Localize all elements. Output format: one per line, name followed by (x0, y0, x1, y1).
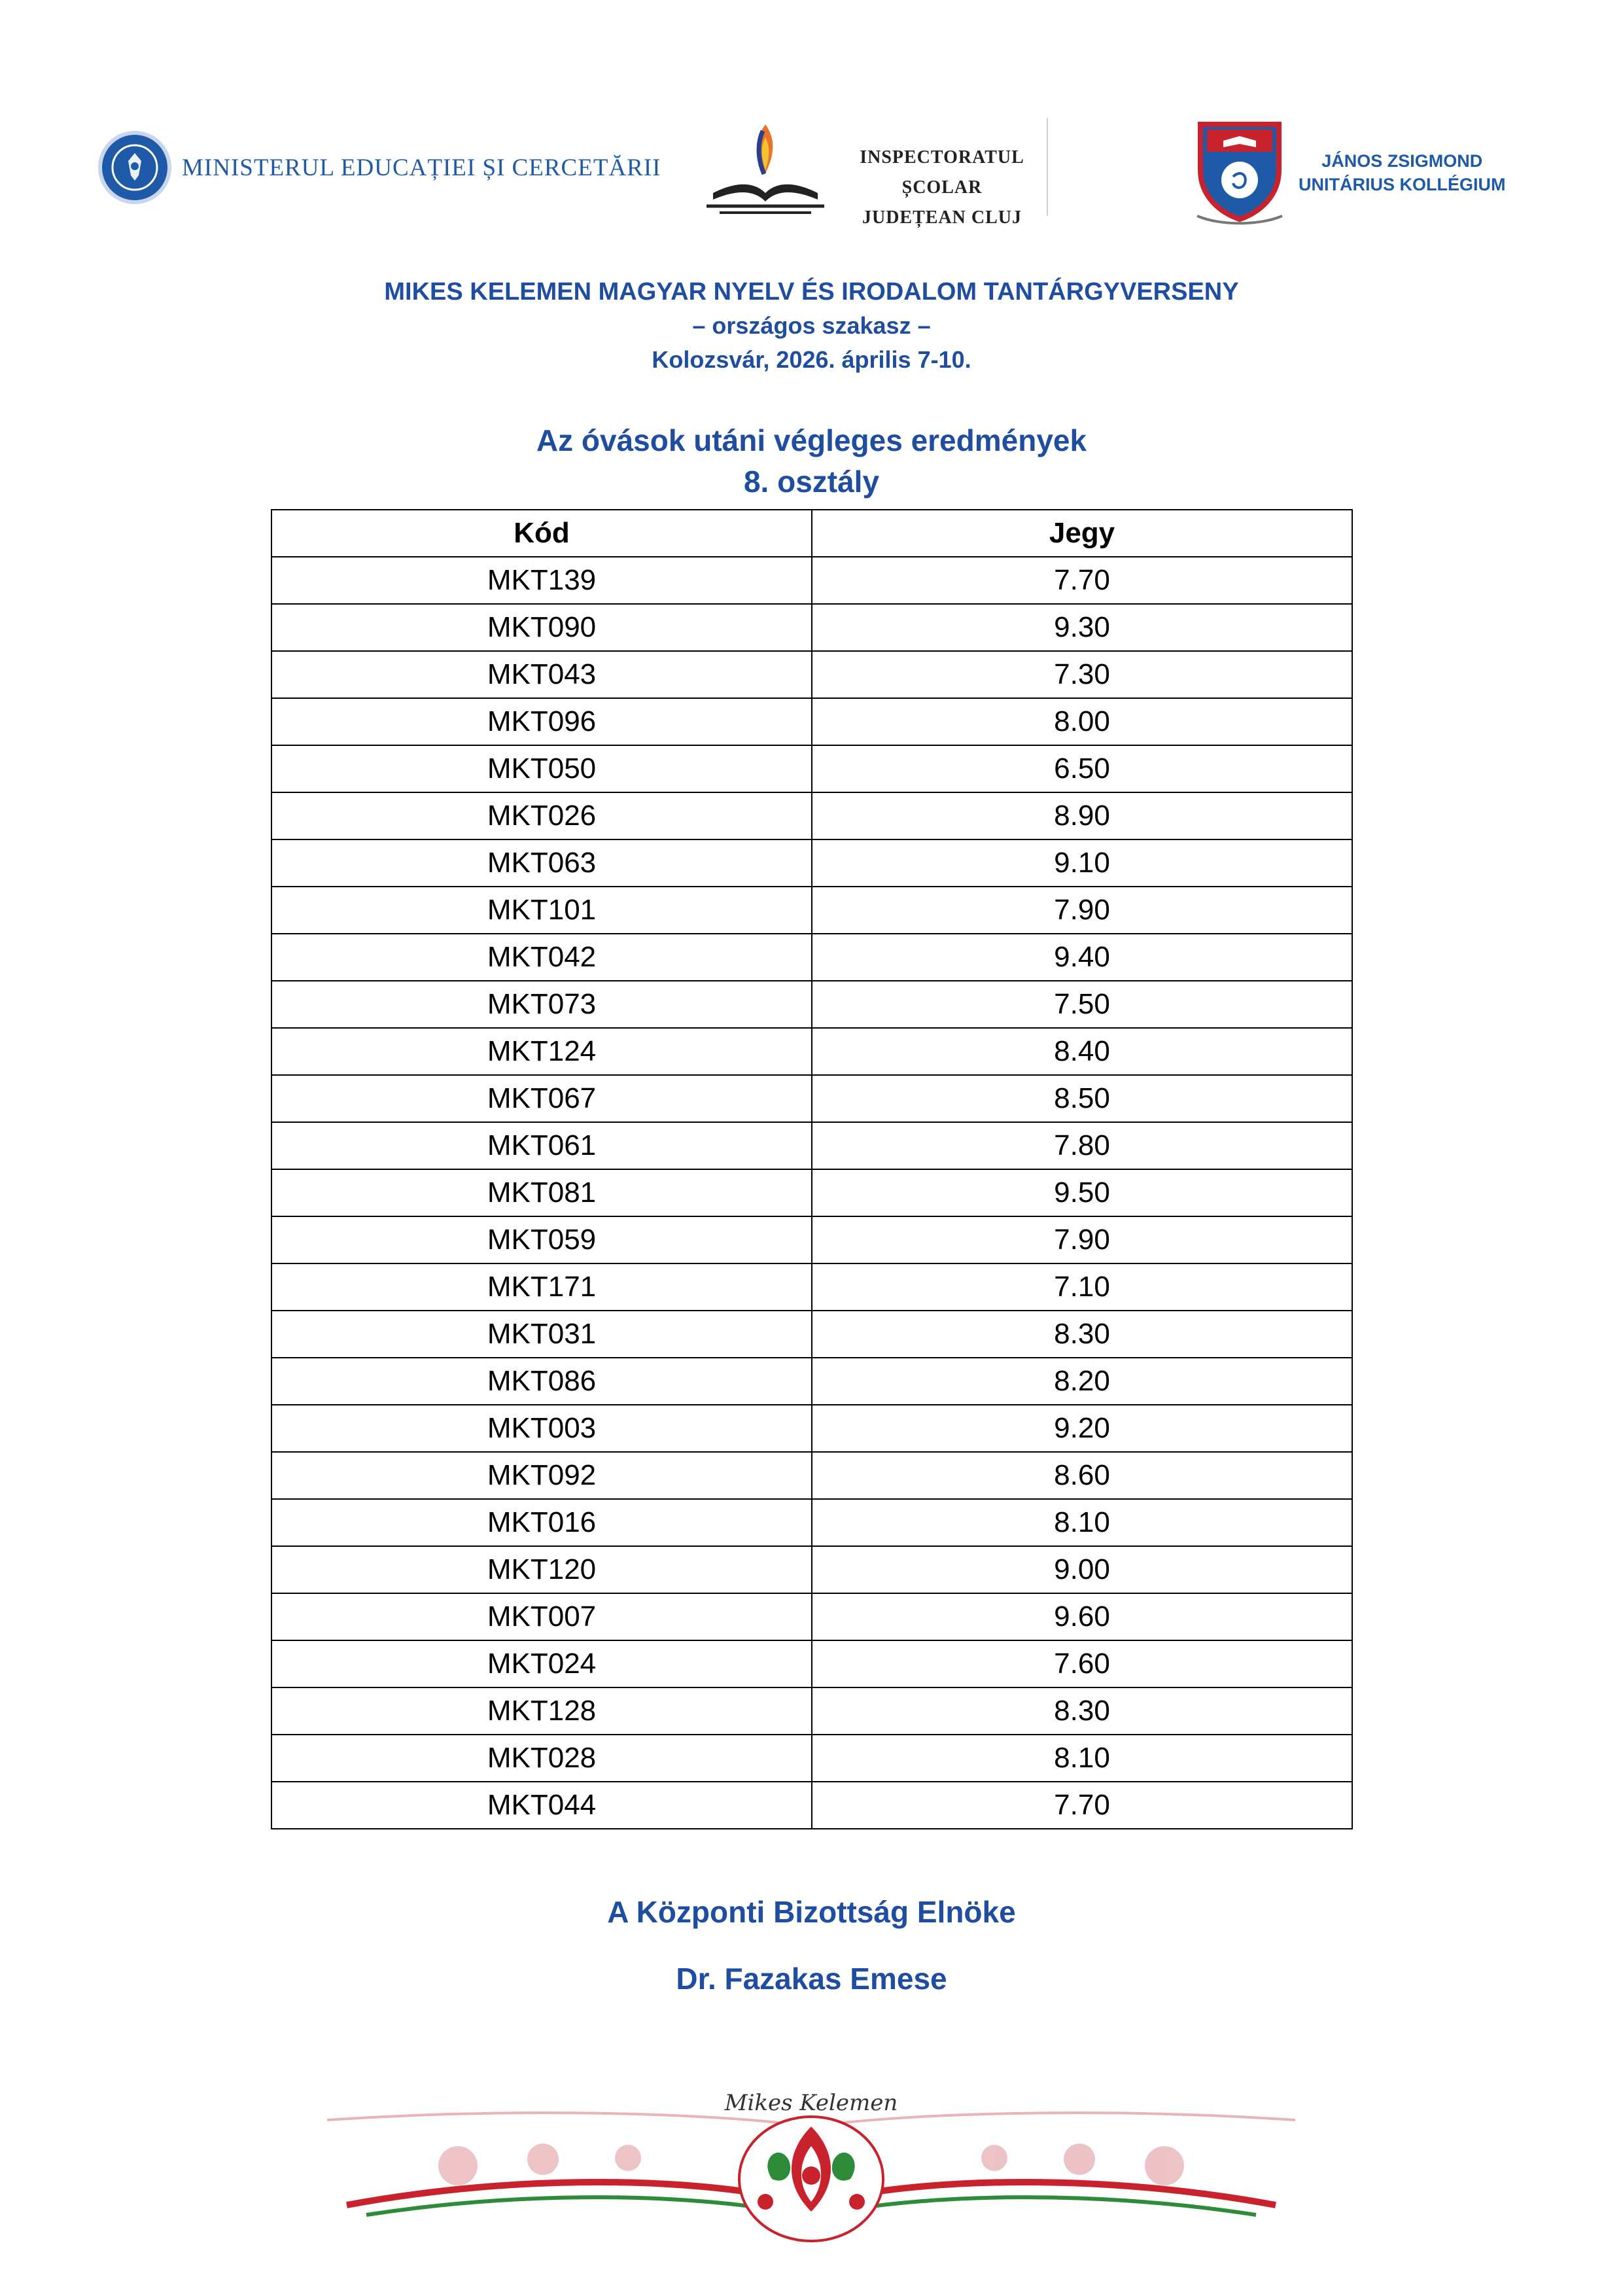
table-row (271, 1075, 1352, 1122)
competition-stage: – országos szakasz – (692, 312, 931, 339)
cell-grade: 8.20 (812, 1358, 1352, 1405)
cell-code: MKT086 (271, 1358, 812, 1405)
cell-grade: 9.60 (812, 1593, 1352, 1640)
cell-code: MKT031 (271, 1311, 812, 1358)
table-row (271, 1122, 1352, 1169)
competition-place-date: Kolozsvár, 2026. április 7-10. (652, 346, 971, 373)
cell-code: MKT028 (271, 1735, 812, 1782)
cell-grade: 8.40 (812, 1028, 1352, 1075)
cell-code: MKT061 (271, 1122, 812, 1169)
cell-grade: 8.90 (812, 792, 1352, 839)
committee-title: A Központi Bizottság Elnöke (607, 1895, 1016, 1929)
table-row (271, 1028, 1352, 1075)
cell-code: MKT044 (271, 1782, 812, 1829)
cell-code: MKT090 (271, 604, 812, 651)
table-row (271, 1358, 1352, 1405)
cell-code: MKT026 (271, 792, 812, 839)
cell-grade: 8.60 (812, 1452, 1352, 1499)
cell-code: MKT050 (271, 745, 812, 792)
table-row (271, 698, 1352, 745)
cell-code: MKT101 (271, 887, 812, 934)
cell-code: MKT081 (271, 1169, 812, 1216)
table-row (271, 1735, 1352, 1782)
table-row (271, 1687, 1352, 1735)
college-crest-icon (1187, 111, 1292, 229)
signature-block (0, 1894, 1623, 1996)
table-row (271, 1546, 1352, 1593)
banner-script-text: Mikes Kelemen (724, 2090, 898, 2116)
folk-ornament-icon (327, 2081, 1295, 2244)
logo-row (0, 111, 1623, 236)
table-row (271, 1169, 1352, 1216)
ministry-name: MINISTERUL EDUCAȚIEI ȘI CERCETĂRII (182, 154, 661, 181)
table-row (271, 1405, 1352, 1452)
table-row (271, 1263, 1352, 1311)
cell-code: MKT024 (271, 1640, 812, 1687)
competition-name: MIKES KELEMEN MAGYAR NYELV ÉS IRODALOM TANTÁRGYVERSENY (384, 278, 1239, 306)
logo-divider (1047, 118, 1048, 216)
cell-code: MKT092 (271, 1452, 812, 1499)
header-code: Kód (271, 510, 812, 557)
cell-code: MKT059 (271, 1216, 812, 1263)
cell-grade: 6.50 (812, 745, 1352, 792)
competition-header (0, 275, 1623, 377)
cell-grade: 7.80 (812, 1122, 1352, 1169)
table-row (271, 651, 1352, 698)
college-logo (1187, 111, 1527, 229)
table-row (271, 1782, 1352, 1829)
table-row (271, 1216, 1352, 1263)
cell-grade: 7.90 (812, 1216, 1352, 1263)
cell-code: MKT016 (271, 1499, 812, 1546)
table-row (271, 792, 1352, 839)
cell-code: MKT042 (271, 934, 812, 981)
table-row (271, 839, 1352, 887)
inspectorate-logo (700, 111, 1053, 228)
cell-grade: 9.30 (812, 604, 1352, 651)
cell-grade: 8.10 (812, 1499, 1352, 1546)
book-flame-icon (700, 111, 831, 222)
cell-grade: 8.50 (812, 1075, 1352, 1122)
table-row (271, 1499, 1352, 1546)
cell-code: MKT096 (271, 698, 812, 745)
table-row (271, 887, 1352, 934)
cell-code: MKT073 (271, 981, 812, 1028)
cell-code: MKT139 (271, 557, 812, 604)
table-body (271, 557, 1352, 1829)
cell-code: MKT128 (271, 1687, 812, 1735)
cell-grade: 7.60 (812, 1640, 1352, 1687)
table-row (271, 981, 1352, 1028)
results-title (0, 419, 1623, 501)
cell-grade: 9.10 (812, 839, 1352, 887)
cell-grade: 9.40 (812, 934, 1352, 981)
grade-level: 8. osztály (743, 465, 880, 499)
college-name: JÁNOS ZSIGMOND UNITÁRIUS KOLLÉGIUM (1299, 151, 1506, 194)
table-row (271, 604, 1352, 651)
cell-code: MKT003 (271, 1405, 812, 1452)
cell-code: MKT067 (271, 1075, 812, 1122)
cell-grade: 8.30 (812, 1687, 1352, 1735)
cell-grade: 9.50 (812, 1169, 1352, 1216)
cell-code: MKT007 (271, 1593, 812, 1640)
cell-grade: 7.70 (812, 1782, 1352, 1829)
table-header-row (271, 510, 1352, 557)
cell-grade: 8.30 (812, 1311, 1352, 1358)
decorative-banner (327, 2081, 1295, 2244)
cell-grade: 7.30 (812, 651, 1352, 698)
results-table (271, 509, 1353, 1829)
cell-code: MKT043 (271, 651, 812, 698)
cell-grade: 7.10 (812, 1263, 1352, 1311)
cell-grade: 9.00 (812, 1546, 1352, 1593)
table-row (271, 934, 1352, 981)
table-row (271, 1640, 1352, 1687)
committee-president: Dr. Fazakas Emese (676, 1962, 947, 1996)
table-row (271, 745, 1352, 792)
header-grade: Jegy (812, 510, 1352, 557)
inspectorate-name: INSPECTORATUL ȘCOLAR JUDEȚEAN CLUJ (860, 147, 1024, 228)
results-heading: Az óvások utáni végleges eredmények (536, 423, 1087, 457)
ministry-logo (98, 131, 661, 204)
cell-grade: 8.10 (812, 1735, 1352, 1782)
table-row (271, 1593, 1352, 1640)
cell-grade: 7.70 (812, 557, 1352, 604)
cell-code: MKT120 (271, 1546, 812, 1593)
table-row (271, 1311, 1352, 1358)
government-seal-icon (98, 131, 171, 204)
cell-grade: 7.90 (812, 887, 1352, 934)
cell-code: MKT171 (271, 1263, 812, 1311)
cell-grade: 7.50 (812, 981, 1352, 1028)
cell-grade: 9.20 (812, 1405, 1352, 1452)
cell-code: MKT124 (271, 1028, 812, 1075)
cell-code: MKT063 (271, 839, 812, 887)
table-row (271, 1452, 1352, 1499)
table-row (271, 557, 1352, 604)
cell-grade: 8.00 (812, 698, 1352, 745)
